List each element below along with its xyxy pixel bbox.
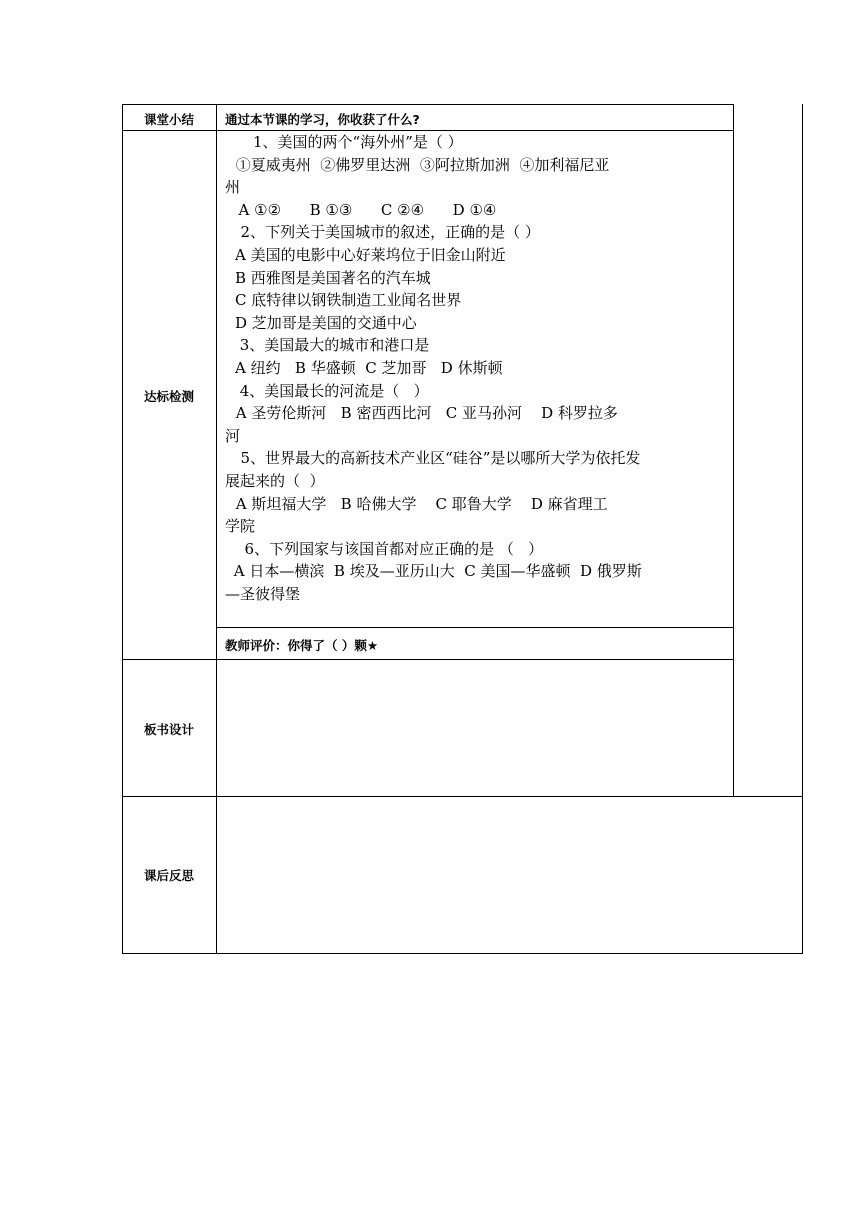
quiz-questions [225,131,725,605]
evaluation-top-border [216,627,733,628]
board-label: 板书设计 [143,722,194,737]
question-line: ①夏威夷州 ②佛罗里达洲 ③阿拉斯加洲 ④加利福尼亚 [231,155,610,174]
outer-right-border [802,104,803,954]
check-label: 达标检测 [143,389,194,404]
table-bottom-border [122,953,802,954]
question-line: 展起来的（ ） [225,471,325,490]
question-line: 6、下列国家与该国首都对应正确的是 （ ） [235,539,544,558]
question-line: 2、下列关于美国城市的叙述，正确的是（ ） [231,223,540,242]
question-line: D 芝加哥是美国的交通中心 [235,313,417,332]
question-line: 5、世界最大的高新技术产业区“硅谷”是以哪所大学为依托发 [231,449,641,468]
question-line: 1、美国的两个“海外州”是（ ） [253,133,463,151]
summary-content: 通过本节课的学习，你收获了什么? [225,112,420,127]
question-line: A ①② B ①③ C ②④ D ①④ [229,200,497,219]
board-row-bottom [122,796,802,797]
table-top-border [122,104,733,105]
question-line: —圣彼得堡 [225,584,301,603]
question-line: 3、美国最大的城市和港口是 [235,336,430,355]
question-line: A 斯坦福大学 B 哈佛大学 C 耶鲁大学 D 麻省理工 [231,494,608,513]
question-line: C 底特律以钢铁制造工业闻名世界 [235,291,462,310]
summary-label: 课堂小结 [143,112,194,127]
question-line: 4、美国最长的河流是（ ） [235,381,429,400]
check-row-bottom [122,659,733,660]
question-line: A 纽约 B 华盛顿 C 芝加哥 D 休斯顿 [235,358,503,377]
question-line: A 美国的电影中心好莱坞位于旧金山附近 [235,245,506,264]
label-column-divider [216,104,217,954]
question-line: A 日本—横滨 B 埃及—亚历山大 C 美国—华盛顿 D 俄罗斯 [229,562,642,581]
teacher-evaluation: 教师评价：你得了（ ）颗★ [225,638,379,653]
reflection-label: 课后反思 [143,868,194,883]
question-line: A 圣劳伦斯河 B 密西西比河 C 亚马孙河 D 科罗拉多 [231,404,618,423]
question-line: 州 [225,178,241,197]
content-right-border [733,104,734,796]
table-left-border [122,104,123,954]
question-line: B 西雅图是美国著名的汽车城 [235,268,431,287]
question-line: 河 [225,426,241,445]
question-line: 学院 [225,517,256,536]
